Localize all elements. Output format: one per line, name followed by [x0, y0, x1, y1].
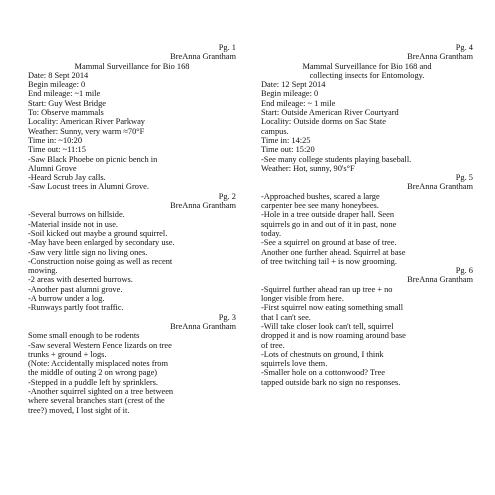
text-line: -Heard Scrub Jay calls. [28, 173, 106, 183]
text-line: -Squirrel further ahead ran up tree + no [261, 284, 393, 294]
text-line: the middle of outing 2 on wrong page) [28, 368, 158, 378]
text-line: Time in: 14:25 [261, 135, 311, 145]
text-line: -Approached bushes, scared a large [261, 191, 380, 201]
text-line: of tree twitching tail + is now grooming. [261, 256, 397, 266]
text-line: -Another squirrel sighted on a tree between [28, 386, 174, 396]
text-line: -Smaller hole on a cottonwood? Tree [261, 368, 385, 378]
text-line: -2 areas with deserted burrows. [28, 275, 133, 285]
text-line: -Material inside not in use. [28, 219, 119, 229]
text-line: carpenter bee see many honeybees. [261, 201, 379, 211]
text-line: -Several burrows on hillside. [28, 210, 125, 220]
text-line: End mileage: ~1 mile [28, 89, 101, 99]
text-line: -Will take closer look can't tell, squirrel [261, 321, 394, 331]
page-number: Pg. 2 [218, 191, 236, 201]
text-line: End mileage: ~ 1 mile [261, 98, 336, 108]
text-line: -Soil kicked out maybe a ground squirrel. [28, 228, 168, 238]
author-name: BreAnna Grantham [407, 52, 473, 62]
left-column [28, 43, 236, 415]
text-line: -See many college students playing baseball. [261, 154, 412, 164]
text-line: squirrels go in and out of it in past, none [261, 219, 397, 229]
text-line: squirrels love them. [261, 359, 328, 369]
right-column [261, 43, 473, 387]
text-line: dropped it and is now roaming around base [261, 331, 406, 341]
text-line: -See a squirrel on ground at base of tree. [261, 238, 397, 248]
text-line: Date: 12 Sept 2014 [261, 80, 326, 90]
text-line: Locality: American River Parkway [28, 117, 145, 127]
text-line: Date: 8 Sept 2014 [28, 70, 89, 80]
page-number: Pg. 4 [455, 43, 473, 52]
text-line: that I can't see. [261, 312, 311, 322]
author-name: BreAnna Grantham [170, 52, 236, 62]
text-line: -Construction noise going as well as recent [28, 256, 173, 266]
text-line: Time out: 15:20 [261, 145, 315, 155]
text-line: (Note: Accidentally misplaced notes from [28, 359, 169, 369]
text-line: Another one further ahead. Squirrel at base [261, 247, 406, 257]
text-line: today. [261, 228, 282, 238]
text-line: -A burrow under a log. [28, 294, 105, 304]
page-number: Pg. 5 [455, 173, 473, 183]
page-number: Pg. 6 [455, 266, 473, 276]
text-line: where several branches start (crest of the [28, 396, 165, 406]
text-line: -Saw Black Phoebe on picnic bench in [28, 154, 158, 164]
text-line: campus. [261, 126, 289, 136]
text-line: -Saw Locust trees in Alumni Grove. [28, 182, 149, 192]
text-line: collecting insects for Entomology. [309, 70, 425, 80]
text-line: Begin mileage: 0 [261, 89, 319, 99]
text-line: -Runways partly foot traffic. [28, 303, 124, 313]
text-line: Weather: Sunny, very warm ≈70°F [28, 126, 145, 136]
text-line: -Another past alumni grove. [28, 284, 123, 294]
text-line: -Saw very little sign no living ones. [28, 247, 148, 257]
author-name: BreAnna Grantham [170, 201, 236, 211]
text-line: of tree. [261, 340, 285, 350]
text-line: mowing. [28, 266, 58, 276]
text-line: -First squirrel now eating something small [261, 303, 404, 313]
text-line: tapped outside bark no sign no responses. [261, 377, 401, 387]
page-number: Pg. 1 [218, 43, 236, 52]
author-name: BreAnna Grantham [407, 275, 473, 285]
page-number: Pg. 3 [218, 312, 236, 322]
text-line: -Stepped in a puddle left by sprinklers. [28, 377, 159, 387]
author-name: BreAnna Grantham [170, 321, 236, 331]
text-line: Start: Guy West Bridge [28, 98, 107, 108]
text-line: Start: Outside American River Courtyard [261, 108, 399, 118]
text-line: -Hole in a tree outside draper hall. Seen [261, 210, 395, 220]
text-line: Weather: Hot, sunny, 90's°F [261, 163, 355, 173]
text-line: Locality: Outside dorms on Sac State [261, 117, 386, 127]
text-line: -Lots of chestnuts on ground, I think [261, 349, 384, 359]
text-line: Begin mileage: 0 [28, 80, 86, 90]
text-line: -May have been enlarged by secondary use. [28, 238, 175, 248]
text-line: Mammal Surveillance for Bio 168 [74, 61, 190, 71]
text-line: trunks + ground + logs. [28, 349, 107, 359]
text-line: Some small enough to be rodents [28, 331, 140, 341]
text-line: tree?) moved, I lost sight of it. [28, 405, 130, 415]
text-line: To: Observe mammals [28, 108, 104, 118]
text-line: Alumni Grove [28, 163, 77, 173]
text-line: Mammal Surveillance for Bio 168 and [302, 61, 432, 71]
text-line: Time in: ~10:20 [28, 135, 83, 145]
author-name: BreAnna Grantham [407, 182, 473, 192]
text-line: Time out: ~11:15 [28, 145, 86, 155]
text-line: -Saw several Western Fence lizards on tree [28, 340, 172, 350]
text-line: longer visible from here. [261, 294, 344, 304]
